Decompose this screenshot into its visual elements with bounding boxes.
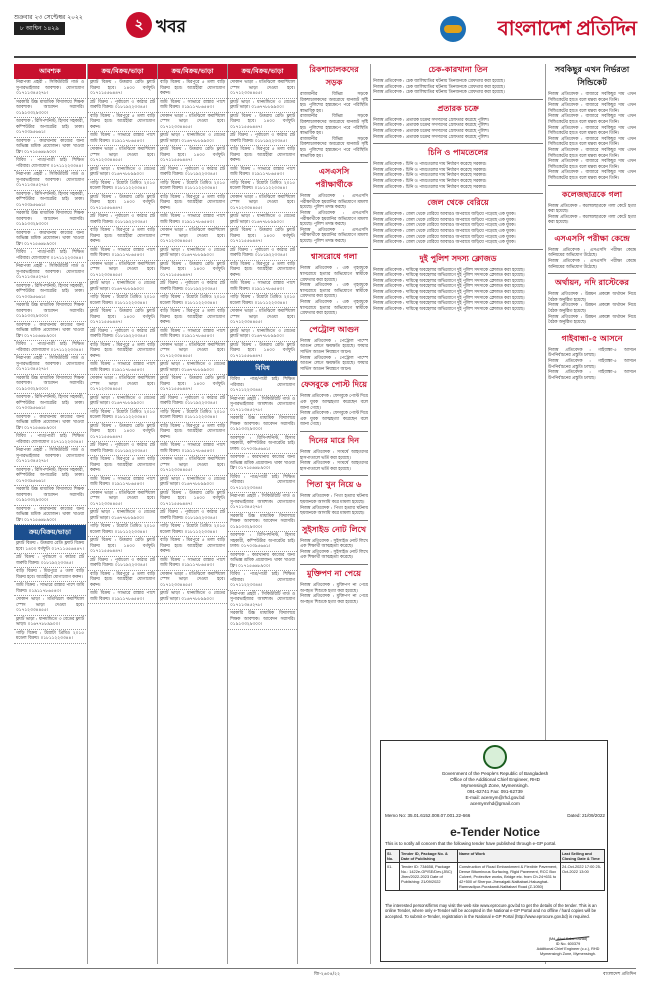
classified-ad: প্লট বিক্রয় : পূর্বাচলে ৩ কাঠার প্লট জরুরি বিক্রয়। ০১৮১৯২২৩৩৪৫। xyxy=(228,247,297,261)
news-body: রাজধানীর বিভিন্ন সড়কে রিকশাচালকদের অবরোধে যানজট সৃষ্টি হয়। পুলিশের হস্তক্ষেপে পরে পরিস্থিতি স্বাভাবিক হয়। xyxy=(300,114,368,137)
classified-ad: দোকান ভাড়া : মতিঝিলে কমার্শিয়াল স্পেস ভাড়া দেওয়া হবে। ০১৭১২৩৩৪৪৫৫। xyxy=(158,456,227,476)
news-body: নিজস্ব প্রতিবেদক : জেল থেকে বেরিয়ে আবারও অপরাধে জড়িয়ে পড়েছে এক যুবক। xyxy=(373,223,516,229)
classified-ad: ফ্ল্যাট ভাড়া : ধানমন্ডিতে ৩ বেডের ফ্ল্যাট ভাড়া। ০১৬৭৭৮৮৯৯০০। xyxy=(158,361,227,375)
classified-ad: গাড়ি বিক্রয় : টয়োটা প্রিমিও ২০১৫ মডেল বিক্রয়। ০১৮১১২২৩৩৪৪। xyxy=(228,294,297,308)
news-body: নিজস্ব প্রতিবেদক : মুক্তিপণ না পেয়ে অপহৃত শিশুকে হত্যা করা হয়েছে। xyxy=(300,594,368,605)
news-body: নিজস্ব প্রতিবেদক : পিতা হত্যার ঘটনায় ছয়জনকে আসামি করে মামলা হয়েছে। xyxy=(300,505,368,517)
column-heading: ক্রয়/বিক্রয়/ভাড়া xyxy=(158,64,227,79)
news-column-5 xyxy=(300,64,368,964)
logo-text: বাংলাদেশ প্রতিদিন xyxy=(497,16,636,40)
news-body: নিজস্ব প্রতিবেদক : বাজারে সবকিছুর দাম এখন সিন্ডিকেটের হাতে বলে মন্তব্য করেন তিনি। xyxy=(548,103,636,114)
signatory-id: ID No. 600379 xyxy=(555,942,581,946)
news-headline: প্রতারক চক্রে xyxy=(437,102,479,113)
classified-ad: আবশ্যক : রিসিপশনিস্ট, হিসাব সহকারী, কম্পিউটার অপারেটর চাই। ঢাকা। ০১৭০৩৯৫৬৬১। xyxy=(14,394,86,414)
classified-ad: গাড়ি বিক্রয় : টয়োটা প্রিমিও ২০১৫ মডেল বিক্রয়। ০১৮১১২২৩৩৪৪। xyxy=(88,180,157,194)
divider xyxy=(373,193,543,194)
news-body: নিজস্ব প্রতিবেদক : জেল থেকে বেরিয়ে আবারও অপরাধে জড়িয়ে পড়েছে এক যুবক। xyxy=(373,240,516,246)
zone-name: Mymensingh Zone, Mymensingh. xyxy=(461,783,529,788)
news-headline: মুক্তিপণ না পেয়ে xyxy=(306,568,362,579)
classified-column-1 xyxy=(14,64,86,964)
section-title: খবর xyxy=(156,17,186,37)
classified-ad: বাড়ি বিক্রয় : মিরপুরে ৫ তলা বাড়ি বিক্রয় হবে। আগ্রহীরা যোগাযোগ করুন। xyxy=(88,571,157,591)
classified-ad: দোকান ভাড়া : মতিঝিলে কমার্শিয়াল স্পেস ভাড়া দেওয়া হবে। ০১৭১২৩৩৪৪৫৫। xyxy=(88,375,157,395)
classified-ad: বাড়ি বিক্রয় : মিরপুরে ৫ তলা বাড়ি বিক্রয় হবে। আগ্রহীরা যোগাযোগ করুন। xyxy=(158,79,227,99)
news-body: নিজস্ব প্রতিবেদক : প্রতারক চক্রের সদস্যদের গ্রেফতার করেছে পুলিশ। xyxy=(373,123,490,129)
news-headline: দুই পুলিশ সদস্য ক্লোজড xyxy=(419,252,497,263)
news-body: নিজস্ব প্রতিবেদক : প্রতারক চক্রের সদস্যদের গ্রেফতার করেছে পুলিশ। xyxy=(373,128,490,134)
news-body: নিজস্ব প্রতিবেদক : দায়িত্বে অবহেলার অভিযোগে দুই পুলিশ সদস্যকে ক্লোজড করা হয়েছে। xyxy=(373,290,525,296)
page-number: ২ xyxy=(126,12,152,38)
classified-ad: ফ্ল্যাট বিক্রয় : উত্তরায় রেডি ফ্ল্যাট বিক্রয় হবে। ১৪০০ বর্গফুট। ০১৭১১৫৫৬৪৪৭। xyxy=(158,375,227,395)
divider xyxy=(300,247,368,248)
news-body: নিজস্ব প্রতিবেদক : এসএসসি পরীক্ষা কেন্দ্রে অনিয়মের অভিযোগ উঠেছে। xyxy=(548,247,636,259)
news-body: নিজস্ব প্রতিবেদক : চেক জালিয়াতির ঘটনায় তিনজনকে গ্রেফতার করা হয়েছে। xyxy=(373,90,505,96)
news-headline: শ্বাসরোধে গলা xyxy=(310,251,358,262)
classified-column-2 xyxy=(88,64,157,964)
classified-ad: প্লট বিক্রয় : পূর্বাচলে ৩ কাঠার প্লট জরুরি বিক্রয়। ০১৮১৯২২৩৩৪৫। xyxy=(158,280,227,294)
classified-ad: সরকারি উচ্চ মাধ্যমিক বিদ্যালয়ে শিক্ষক আবশ্যক। আবেদন সরাসরি। ০১৯১৩৩২৯৩০০। xyxy=(14,210,86,230)
classified-ad: বাড়ি বিক্রয় : মিরপুরে ৫ তলা বাড়ি বিক্রয় হবে। আগ্রহীরা যোগাযোগ করুন। xyxy=(228,261,297,281)
classified-column-4 xyxy=(228,64,297,964)
classified-ad: বিবিধ : পাত্র/পাত্রী চাই। শিক্ষিত পরিবার। যোগাযোগ ০১৭১১২২৩৩৪৪। xyxy=(228,376,297,396)
news-body: নিজস্ব প্রতিবেদক : ফেসবুকে পোস্ট দিয়ে এক যুবক আত্মহত্যা করেছেন বলে জানা গেছে। xyxy=(300,411,368,428)
classified-ad: প্লট বিক্রয় : পূর্বাচলে ৩ কাঠার প্লট জরুরি বিক্রয়। ০১৮১৯২২৩৩৪৫। xyxy=(158,509,227,523)
news-headline: রিকশাচালকদের সড়ক xyxy=(309,64,359,87)
classified-ad: ফ্ল্যাট বিক্রয় : উত্তরায় রেডি ফ্ল্যাট বিক্রয় হবে। ১৪০০ বর্গফুট। ০১৭১১৫৫৬৪৪৭। xyxy=(88,194,157,214)
classified-ad: গাড়ি বিক্রয় : টয়োটা প্রিমিও ২০১৫ মডেল বিক্রয়। ০১৮১১২২৩৩৪৪। xyxy=(88,409,157,423)
classified-ad: জমি বিক্রয় : সাভারে রাস্তার পাশে জমি বিক্রয়। ০১৯১১৭৮৬৫৪৩। xyxy=(14,582,86,596)
news-body: নিজস্ব প্রতিবেদক : দায়িত্বে অবহেলার অভিযোগে দুই পুলিশ সদস্যকে ক্লোজড করা হয়েছে। xyxy=(373,267,525,273)
news-body: রাজধানীর বিভিন্ন সড়কে রিকশাচালকদের অবরোধে যানজট সৃষ্টি হয়। পুলিশের হস্তক্ষেপে পরে পরিস্থিতি স্বাভাবিক হয়। xyxy=(300,92,368,114)
classified-column-3 xyxy=(158,64,227,964)
classified-ad: ফ্ল্যাট ভাড়া : ধানমন্ডিতে ৩ বেডের ফ্ল্যাট ভাড়া। ০১৬৭৭৮৮৯৯০০। xyxy=(88,166,157,180)
classified-ad: বিবিধ : পাত্র/পাত্রী চাই। শিক্ষিত পরিবার। যোগাযোগ ০১৭১১২২৩৩৪৪। xyxy=(228,571,297,591)
issue-date: শুক্রবার ২৩ সেপ্টেম্বর ২০২২ xyxy=(14,14,83,21)
classified-ad: দোকান ভাড়া : মতিঝিলে কমার্শিয়াল স্পেস ভাড়া দেওয়া হবে। ০১৭১২৩৩৪৪৫৫। xyxy=(158,342,227,362)
tender-table xyxy=(385,849,605,891)
classified-ad: নিরাপত্তা প্রহরী : সিকিউরিটি গার্ড ও সুপারভাইজার আবশ্যক। যোগাযোগ ০১৭১১৩৪৫২৭৮। xyxy=(228,493,297,513)
classified-ad: ফ্ল্যাট বিক্রয় : উত্তরায় রেডি ফ্ল্যাট বিক্রয় হবে। ১৪০০ বর্গফুট। ০১৭১১৫৫৬৪৪৭। xyxy=(88,308,157,328)
signatory-name: (Md. Abul Kalam Azad) xyxy=(548,937,588,941)
page-header xyxy=(14,8,636,58)
signatory-zone: Mymensingh Zone, Mymensingh. xyxy=(540,952,596,956)
memo-number: Memo No: 35.01.6152.008.07.001.22-666 xyxy=(385,813,471,818)
classified-ad: দোকান ভাড়া : মতিঝিলে কমার্শিয়াল স্পেস ভাড়া দেওয়া হবে। ০১৭১২৩৩৪৪৫৫। xyxy=(158,571,227,591)
classified-ad: সরকারি উচ্চ মাধ্যমিক বিদ্যালয়ে শিক্ষক আবশ্যক। আবেদন সরাসরি। ০১৯১৩৩২৯৩০০। xyxy=(14,99,86,119)
divider xyxy=(300,520,368,521)
classified-ad: নিরাপত্তা প্রহরী : সিকিউরিটি গার্ড ও সুপারভাইজার আবশ্যক। যোগাযোগ ০১৭১১৩৪৫২৭৮। xyxy=(14,355,86,375)
classified-ad: বিবিধ : পাত্র/পাত্রী চাই। শিক্ষিত পরিবার। যোগাযোগ ০১৭১১২২৩৩৪৪। xyxy=(14,433,86,447)
classified-ad: বাড়ি বিক্রয় : মিরপুরে ৫ তলা বাড়ি বিক্রয় হবে। আগ্রহীরা যোগাযোগ করুন। xyxy=(88,113,157,133)
classified-ad: বিবিধ : পাত্র/পাত্রী চাই। শিক্ষিত পরিবার। যোগাযোগ ০১৭১১২২৩৩৪৪। xyxy=(228,474,297,494)
notice-title: e-Tender Notice xyxy=(450,825,540,839)
classified-ad: আবশ্যক : কারখানায় কাজের জন্য অভিজ্ঞ শ্রমিক প্রয়োজন। থাকা খাওয়া ফ্রি। ০১৭১৫৬৬৮৯০০। xyxy=(14,230,86,250)
news-body: নিজস্ব প্রতিবেদক : গাইবান্ধা-৫ আসনে উপনির্বাচনের প্রস্তুতি চলছে। xyxy=(548,347,636,359)
news-body: নিজস্ব প্রতিবেদক : বাজারে সবকিছুর দাম এখন সিন্ডিকেটের হাতে বলে মন্তব্য করেন তিনি। xyxy=(548,114,636,125)
classified-ad: দোকান ভাড়া : মতিঝিলে কমার্শিয়াল স্পেস ভাড়া দেওয়া হবে। ০১৭১২৩৩৪৪৫৫। xyxy=(228,308,297,328)
news-body: নিজস্ব প্রতিবেদক : ফেসবুকে পোস্ট দিয়ে এক যুবক আত্মহত্যা করেছেন বলে জানা গেছে। xyxy=(300,394,368,411)
divider xyxy=(300,431,368,432)
news-headline: কলেজছাত্রকে গলা xyxy=(561,188,623,199)
classified-ad: আবশ্যক : রিসিপশনিস্ট, হিসাব সহকারী, কম্পিউটার অপারেটর চাই। ঢাকা। ০১৭০৩৯৫৬৬১। xyxy=(14,467,86,487)
classified-ad: ফ্ল্যাট ভাড়া : ধানমন্ডিতে ৩ বেডের ফ্ল্যাট ভাড়া। ০১৬৭৭৮৮৯৯০০। xyxy=(228,213,297,227)
classified-ad: ফ্ল্যাট ভাড়া : ধানমন্ডিতে ৩ বেডের ফ্ল্যাট ভাড়া। ০১৬৭৭৮৮৯৯০০। xyxy=(158,132,227,146)
classified-ad: প্লট বিক্রয় : পূর্বাচলে ৩ কাঠার প্লট জরুরি বিক্রয়। ০১৮১৯২২৩৩৪৫। xyxy=(14,554,86,568)
classified-ad: দোকান ভাড়া : মতিঝিলে কমার্শিয়াল স্পেস ভাড়া দেওয়া হবে। ০১৭১২৩৩৪৪৫৫। xyxy=(228,79,297,99)
classified-ad: জমি বিক্রয় : সাভারে রাস্তার পাশে জমি বিক্রয়। ০১৯১১৭৮৬৫৪৩। xyxy=(88,476,157,490)
classified-ad: গাড়ি বিক্রয় : টয়োটা প্রিমিও ২০১৫ মডেল বিক্রয়। ০১৮১১২২৩৩৪৪। xyxy=(88,294,157,308)
divider xyxy=(548,273,636,274)
classified-ad: আবশ্যক : রিসিপশনিস্ট, হিসাব সহকারী, কম্পিউটার অপারেটর চাই। ঢাকা। ০১৭০৩৯৫৬৬১। xyxy=(14,118,86,138)
classified-ad: নিরাপত্তা প্রহরী : সিকিউরিটি গার্ড ও সুপারভাইজার আবশ্যক। যোগাযোগ ০১৭১১৩৪৫২৭৮। xyxy=(14,171,86,191)
classified-ad: বাড়ি বিক্রয় : মিরপুরে ৫ তলা বাড়ি বিক্রয় হবে। আগ্রহীরা যোগাযোগ করুন। xyxy=(158,194,227,214)
news-body: নিজস্ব প্রতিবেদক : প্রতারক চক্রের সদস্যদের গ্রেফতার করেছে পুলিশ। xyxy=(373,117,490,123)
classified-ad: জমি বিক্রয় : সাভারে রাস্তার পাশে জমি বিক্রয়। ০১৯১১৭৮৬৫৪৩। xyxy=(88,247,157,261)
news-body: নিজস্ব প্রতিবেদক : গাইবান্ধা-৫ আসনে উপনির্বাচনের প্রস্তুতি চলছে। xyxy=(548,370,636,381)
email-line-2: acemymrhd@gmail.com xyxy=(470,801,520,806)
classified-ad: আবশ্যক : কারখানায় কাজের জন্য অভিজ্ঞ শ্রমিক প্রয়োজন। থাকা খাওয়া ফ্রি। ০১৭১৫৬৬৮৯০০। xyxy=(14,414,86,434)
news-body: নিজস্ব প্রতিবেদক : পেট্রোল পাম্পে আগুন লেগে ক্ষয়ক্ষতি হয়েছে। ফায়ার সার্ভিস আগুন নিয়ন্ত্রণে আনে। xyxy=(300,355,368,372)
classified-ad: গাড়ি বিক্রয় : টয়োটা প্রিমিও ২০১৫ মডেল বিক্রয়। ০১৮১১২২৩৩৪৪। xyxy=(228,180,297,194)
divider xyxy=(300,162,368,163)
classified-ad: ফ্ল্যাট ভাড়া : ধানমন্ডিতে ৩ বেডের ফ্ল্যাট ভাড়া। ০১৬৭৭৮৮৯৯০০। xyxy=(228,99,297,113)
table-cell: 24-Oct-2022 17:00 25-Oct-2022 13:00 xyxy=(561,863,605,891)
table-header: Last Selling and Closing Date & Time xyxy=(561,850,605,863)
footer-code: জি-২৬০৪/২২ xyxy=(314,972,341,977)
news-body: নিজস্ব প্রতিবেদক : এক গৃহবধূকে শ্বাসরোধে হত্যার অভিযোগে স্বামীকে গ্রেফতার করা হয়েছে। xyxy=(300,266,368,283)
government-seal-icon xyxy=(483,745,507,769)
news-body: নিজস্ব প্রতিবেদক : বাজারে সবকিছুর দাম এখন সিন্ডিকেটের হাতে বলে মন্তব্য করেন তিনি। xyxy=(548,147,636,159)
news-body: নিজস্ব প্রতিবেদক : বাজারে সবকিছুর দাম এখন সিন্ডিকেটের হাতে বলে মন্তব্য করেন তিনি। xyxy=(548,136,636,148)
classified-ad: ফ্ল্যাট ভাড়া : ধানমন্ডিতে ৩ বেডের ফ্ল্যাট ভাড়া। ০১৬৭৭৮৮৯৯০০। xyxy=(88,395,157,409)
news-body: নিজস্ব প্রতিবেদক : কলেজছাত্রকে গলা কেটে হত্যা করা হয়েছে। xyxy=(548,203,636,215)
classified-ad: আবশ্যক : রিসিপশনিস্ট, হিসাব সহকারী, কম্পিউটার অপারেটর চাই। ঢাকা। ০১৭০৩৯৫৬৬১। xyxy=(14,283,86,303)
classified-ad: বাড়ি বিক্রয় : মিরপুরে ৫ তলা বাড়ি বিক্রয় হবে। আগ্রহীরা যোগাযোগ করুন। xyxy=(88,456,157,476)
classified-ad: সরকারি উচ্চ মাধ্যমিক বিদ্যালয়ে শিক্ষক আবশ্যক। আবেদন সরাসরি। ০১৯১৩৩২৯৩০০। xyxy=(228,415,297,435)
news-body: নিজস্ব প্রতিবেদক : সুইসাইড নোট লিখে এক শিক্ষার্থী আত্মহত্যা করেছে। xyxy=(300,549,368,561)
classified-ad: ফ্ল্যাট ভাড়া : ধানমন্ডিতে ৩ বেডের ফ্ল্যাট ভাড়া। ০১৬৭৭৮৮৯৯০০। xyxy=(158,247,227,261)
government-name: Government of the People's Republic of Bangladesh xyxy=(441,771,549,776)
news-headline: এসএসসি পরীক্ষার্থীকে xyxy=(315,166,353,190)
news-body: নিজস্ব প্রতিবেদক : উন্নয়ন প্রকল্পে অর্থায়ন নিয়ে বৈঠক অনুষ্ঠিত হয়েছে। xyxy=(548,292,636,303)
news-body: নিজস্ব প্রতিবেদক : দায়িত্বে অবহেলার অভিযোগে দুই পুলিশ সদস্যকে ক্লোজড করা হয়েছে। xyxy=(373,295,525,301)
divider xyxy=(373,143,543,144)
classified-ad: প্লট বিক্রয় : পূর্বাচলে ৩ কাঠার প্লট জরুরি বিক্রয়। ০১৮১৯২২৩৩৪৫। xyxy=(88,213,157,227)
table-cell: Construction of Road Embankment & Flexible Pavement, Dense Bituminous Surfacing, Rigid Pavement, RCC Box Culvert, Protective works, Bridge etc. from Ch.24+631 to 42+500 of Sherpur-Jhenaigati-Nalitabari-Haluaghat-Ramnadipur-Purakandi-Nalitabari Road (Z-1050) xyxy=(458,863,561,891)
classified-ad: বাড়ি বিক্রয় : মিরপুরে ৫ তলা বাড়ি বিক্রয় হবে। আগ্রহীরা যোগাযোগ করুন। xyxy=(14,568,86,582)
classified-ad: ফ্ল্যাট বিক্রয় : উত্তরায় রেডি ফ্ল্যাট বিক্রয় হবে। ১৪০০ বর্গফুট। ০১৭১১৫৫৬৪৪৭। xyxy=(14,540,86,554)
classified-ad: জমি বিক্রয় : সাভারে রাস্তার পাশে জমি বিক্রয়। ০১৯১১৭৮৬৫৪৩। xyxy=(88,590,157,604)
table-header: Sl. No. xyxy=(386,850,400,863)
news-body: নিজস্ব প্রতিবেদক : এসএসসি পরীক্ষা কেন্দ্রে অনিয়মের অভিযোগ উঠেছে। xyxy=(548,259,636,270)
news-body: নিজস্ব প্রতিবেদক : দায়িত্বে অবহেলার অভিযোগে দুই পুলিশ সদস্যকে ক্লোজড করা হয়েছে। xyxy=(373,301,525,307)
news-body: নিজস্ব প্রতিবেদক : দায়িত্বে অবহেলার অভিযোগে দুই পুলিশ সদস্যকে ক্লোজড করা হয়েছে। xyxy=(373,273,525,279)
notice-subtitle: This is to notify all concern that the following tender have published through e-GP portal. xyxy=(385,841,557,846)
classified-ad: গাড়ি বিক্রয় : টয়োটা প্রিমিও ২০১৫ মডেল বিক্রয়। ০১৮১১২২৩৩৪৪। xyxy=(14,630,86,644)
classified-ad: গাড়ি বিক্রয় : টয়োটা প্রিমিও ২০১৫ মডেল বিক্রয়। ০১৮১১২২৩৩৪৪। xyxy=(158,294,227,308)
classified-ad: প্লট বিক্রয় : পূর্বাচলে ৩ কাঠার প্লট জরুরি বিক্রয়। ০১৮১৯২২৩৩৪৫। xyxy=(158,395,227,409)
classified-ad: আবশ্যক : কারখানায় কাজের জন্য অভিজ্ঞ শ্রমিক প্রয়োজন। থাকা খাওয়া ফ্রি। ০১৭১৫৬৬৮৯০০। xyxy=(228,454,297,474)
classified-ad: জমি বিক্রয় : সাভারে রাস্তার পাশে জমি বিক্রয়। ০১৯১১৭৮৬৫৪৩। xyxy=(88,361,157,375)
classified-ad: জমি বিক্রয় : সাভারে রাস্তার পাশে জমি বিক্রয়। ০১৯১১৭৮৬৫৪৩। xyxy=(158,328,227,342)
classified-ad: জমি বিক্রয় : সাভারে রাস্তার পাশে জমি বিক্রয়। ০১৯১১৭৮৬৫৪৩। xyxy=(228,280,297,294)
classified-ad: প্লট বিক্রয় : পূর্বাচলে ৩ কাঠার প্লট জরুরি বিক্রয়। ০১৮১৯২২৩৩৪৫। xyxy=(88,557,157,571)
divider xyxy=(373,249,543,250)
news-headline: এসএসসি পরীক্ষা কেন্দ্রে xyxy=(554,232,630,243)
divider xyxy=(300,375,368,376)
classified-ad: আবশ্যক : কারখানায় কাজের জন্য অভিজ্ঞ শ্রমিক প্রয়োজন। থাকা খাওয়া ফ্রি। ০১৭১৫৬৬৮৯০০। xyxy=(228,552,297,572)
news-headline: দিনের মারে দিন xyxy=(308,434,360,445)
classified-ad: ফ্ল্যাট ভাড়া : ধানমন্ডিতে ৩ বেডের ফ্ল্যাট ভাড়া। ০১৬৭৭৮৮৯৯০০। xyxy=(14,616,86,630)
classified-ad: দোকান ভাড়া : মতিঝিলে কমার্শিয়াল স্পেস ভাড়া দেওয়া হবে। ০১৭১২৩৩৪৪৫৫। xyxy=(88,261,157,281)
classified-ad: জমি বিক্রয় : সাভারে রাস্তার পাশে জমি বিক্রয়। ০১৯১১৭৮৬৫৪৩। xyxy=(88,132,157,146)
news-body: নিজস্ব প্রতিবেদক : প্রতারক চক্রের সদস্যদের গ্রেফতার করেছে পুলিশ। xyxy=(373,134,490,140)
classified-ad: ফ্ল্যাট বিক্রয় : উত্তরায় রেডি ফ্ল্যাট বিক্রয় হবে। ১৪০০ বর্গফুট। ০১৭১১৫৫৬৪৪৭। xyxy=(228,227,297,247)
divider xyxy=(548,185,636,186)
e-tender-notice xyxy=(380,740,608,962)
news-headline: চেক-কারখানা তিন xyxy=(428,64,488,74)
classified-ad: ফ্ল্যাট বিক্রয় : উত্তরায় রেডি ফ্ল্যাট বিক্রয় হবে। ১৪০০ বর্গফুট। ০১৭১১৫৫৬৪৪৭। xyxy=(158,490,227,510)
classified-ad: প্লট বিক্রয় : পূর্বাচলে ৩ কাঠার প্লট জরুরি বিক্রয়। ০১৮১৯২২৩৩৪৫। xyxy=(88,328,157,342)
classified-ad: জমি বিক্রয় : সাভারে রাস্তার পাশে জমি বিক্রয়। ০১৯১১৭৮৬৫৪৩। xyxy=(228,166,297,180)
news-headline: চিনি ও পামতেলের xyxy=(427,147,489,158)
news-body: নিজস্ব প্রতিবেদক : বাজারে সবকিছুর দাম এখন সিন্ডিকেটের হাতে বলে মন্তব্য করেন তিনি। xyxy=(548,159,636,170)
table-header-row xyxy=(386,850,605,863)
classified-ad: সরকারি উচ্চ মাধ্যমিক বিদ্যালয়ে শিক্ষক আবশ্যক। আবেদন সরাসরি। ০১৯১৩৩২৯৩০০। xyxy=(228,513,297,533)
classified-ad: নিরাপত্তা প্রহরী : সিকিউরিটি গার্ড ও সুপারভাইজার আবশ্যক। যোগাযোগ ০১৭১১৩৪৫২৭৮। xyxy=(14,447,86,467)
divider xyxy=(300,564,368,565)
classified-ad: বাড়ি বিক্রয় : মিরপুরে ৫ তলা বাড়ি বিক্রয় হবে। আগ্রহীরা যোগাযোগ করুন। xyxy=(88,227,157,247)
news-column-7 xyxy=(548,64,636,736)
classified-ad: ফ্ল্যাট ভাড়া : ধানমন্ডিতে ৩ বেডের ফ্ল্যাট ভাড়া। ০১৬৭৭৮৮৯৯০০। xyxy=(228,328,297,342)
column-heading: ক্রয়/বিক্রয়/ভাড়া xyxy=(14,525,86,540)
news-body: নিজস্ব প্রতিবেদক : এসএসসি পরীক্ষার্থীকে হয়রানির অভিযোগে মামলা হয়েছে। পুলিশ তদন্ত করছে। xyxy=(300,194,368,211)
classified-ad: ফ্ল্যাট ভাড়া : ধানমন্ডিতে ৩ বেডের ফ্ল্যাট ভাড়া। ০১৬৭৭৮৮৯৯০০। xyxy=(88,509,157,523)
classified-ad: সরকারি উচ্চ মাধ্যমিক বিদ্যালয়ে শিক্ষক আবশ্যক। আবেদন সরাসরি। ০১৯১৩৩২৯৩০০। xyxy=(228,610,297,630)
news-body: নিজস্ব প্রতিবেদক : এসএসসি পরীক্ষার্থীকে হয়রানির অভিযোগে মামলা হয়েছে। পুলিশ তদন্ত করছে। xyxy=(300,210,368,228)
column-heading: আবশ্যক xyxy=(14,64,86,79)
notice-footer-text: The interested persons/firms may visit the web site www.eprocure.gov.bd to get the details of the tender. This is an online Tender, where only e-Tender will be accepted in the National e-GP Portal and no offline / hard copies will be accepted. To submit e-Tender, registration in the National e-GP Portal (http://www.eprocure.gov.bd) is required. xyxy=(385,903,597,919)
news-body: নিজস্ব প্রতিবেদক : উন্নয়ন প্রকল্পে অর্থায়ন নিয়ে বৈঠক অনুষ্ঠিত হয়েছে। xyxy=(548,314,636,326)
divider xyxy=(300,320,368,321)
news-body: নিজস্ব প্রতিবেদক : পেট্রোল পাম্পে আগুন লেগে ক্ষয়ক্ষতি হয়েছে। ফায়ার সার্ভিস আগুন নিয়ন্ত্রণে আনে। xyxy=(300,338,368,355)
news-body: নিজস্ব প্রতিবেদক : চেক জালিয়াতির ঘটনায় তিনজনকে গ্রেফতার করা হয়েছে। xyxy=(373,84,505,90)
divider xyxy=(548,229,636,230)
classified-ad: গাড়ি বিক্রয় : টয়োটা প্রিমিও ২০১৫ মডেল বিক্রয়। ০১৮১১২২৩৩৪৪। xyxy=(158,409,227,423)
classified-ad: দোকান ভাড়া : মতিঝিলে কমার্শিয়াল স্পেস ভাড়া দেওয়া হবে। ০১৭১২৩৩৪৪৫৫। xyxy=(14,596,86,616)
news-body: নিজস্ব প্রতিবেদক : দায়িত্বে অবহেলার অভিযোগে দুই পুলিশ সদস্যকে ক্লোজড করা হয়েছে। xyxy=(373,278,525,284)
news-body: নিজস্ব প্রতিবেদক : সংঘর্ষে আহতদের হাসপাতালে ভর্তি করা হয়েছে। xyxy=(300,461,368,472)
classified-ad: আবশ্যক : রিসিপশনিস্ট, হিসাব সহকারী, কম্পিউটার অপারেটর চাই। ঢাকা। ০১৭০৩৯৫৬৬১। xyxy=(228,532,297,552)
classified-ad: বিবিধ : পাত্র/পাত্রী চাই। শিক্ষিত পরিবার। যোগাযোগ ০১৭১১২২৩৩৪৪। xyxy=(14,157,86,171)
classified-ad: আবশ্যক : রিসিপশনিস্ট, হিসাব সহকারী, কম্পিউটার অপারেটর চাই। ঢাকা। ০১৭০৩৯৫৬৬১। xyxy=(14,191,86,211)
news-headline: পেট্রোল আগুন xyxy=(309,323,359,334)
classified-ad: বাড়ি বিক্রয় : মিরপুরে ৫ তলা বাড়ি বিক্রয় হবে। আগ্রহীরা যোগাযোগ করুন। xyxy=(158,423,227,443)
news-body: নিজস্ব প্রতিবেদক : চিনি ও পামতেলের দাম নির্ধারণ করেছে সরকার। xyxy=(373,162,487,168)
classified-ad: দোকান ভাড়া : মতিঝিলে কমার্শিয়াল স্পেস ভাড়া দেওয়া হবে। ০১৭১২৩৩৪৪৫৫। xyxy=(228,194,297,214)
news-body: নিজস্ব প্রতিবেদক : গাইবান্ধা-৫ আসনে উপনির্বাচনের প্রস্তুতি চলছে। xyxy=(548,359,636,370)
column-heading: ক্রয়/বিক্রয়/ভাড়া xyxy=(228,64,297,79)
classified-ad: জমি বিক্রয় : সাভারে রাস্তার পাশে জমি বিক্রয়। ০১৯১১৭৮৬৫৪৩। xyxy=(158,557,227,571)
table-header: Tender ID, Package No. & Date of Publishing xyxy=(400,850,458,863)
classified-ad: সরকারি উচ্চ মাধ্যমিক বিদ্যালয়ে শিক্ষক আবশ্যক। আবেদন সরাসরি। ০১৯১৩৩২৯৩০০। xyxy=(14,302,86,322)
notice-office-block xyxy=(385,771,605,807)
column-divider xyxy=(370,64,371,964)
news-body: নিজস্ব প্রতিবেদক : এক গৃহবধূকে শ্বাসরোধে হত্যার অভিযোগে স্বামীকে গ্রেফতার করা হয়েছে। xyxy=(300,300,368,317)
classified-ad: জমি বিক্রয় : সাভারে রাস্তার পাশে জমি বিক্রয়। ০১৯১১৭৮৬৫৪৩। xyxy=(158,99,227,113)
table-row xyxy=(386,863,605,891)
classified-ad: বাড়ি বিক্রয় : মিরপুরে ৫ তলা বাড়ি বিক্রয় হবে। আগ্রহীরা যোগাযোগ করুন। xyxy=(88,342,157,362)
classified-ad: বিবিধ : পাত্র/পাত্রী চাই। শিক্ষিত পরিবার। যোগাযোগ ০১৭১১২২৩৩৪৪। xyxy=(14,249,86,263)
classified-ad: ফ্ল্যাট বিক্রয় : উত্তরায় রেডি ফ্ল্যাট বিক্রয় হবে। ১৪০০ বর্গফুট। ০১৭১১৫৫৬৪৪৭। xyxy=(228,113,297,133)
classified-ad: দোকান ভাড়া : মতিঝিলে কমার্শিয়াল স্পেস ভাড়া দেওয়া হবে। ০১৭১২৩৩৪৪৫৫। xyxy=(158,113,227,133)
news-body: নিজস্ব প্রতিবেদক : বাজারে সবকিছুর দাম এখন সিন্ডিকেটের হাতে বলে মন্তব্য করেন তিনি। xyxy=(548,92,636,103)
classified-ad: ফ্ল্যাট ভাড়া : ধানমন্ডিতে ৩ বেডের ফ্ল্যাট ভাড়া। ০১৬৭৭৮৮৯৯০০। xyxy=(88,280,157,294)
table-header: Name of Work xyxy=(458,850,561,863)
column-heading: বিবিধ xyxy=(228,361,297,376)
classified-ad: প্লট বিক্রয় : পূর্বাচলে ৩ কাঠার প্লট জরুরি বিক্রয়। ০১৮১৯২২৩৩৪৫। xyxy=(88,99,157,113)
news-body: নিজস্ব প্রতিবেদক : চিনি ও পামতেলের দাম নির্ধারণ করেছে সরকার। xyxy=(373,173,487,179)
news-headline: পিতা খুন নিয়ে ৬ xyxy=(306,479,362,490)
classified-ad: গাড়ি বিক্রয় : টয়োটা প্রিমিও ২০১৫ মডেল বিক্রয়। ০১৮১১২২৩৩৪৪। xyxy=(158,180,227,194)
news-headline: সবকিছুর এখন নির্ভরতা সিন্ডিকেট xyxy=(554,64,630,87)
news-body: নিজস্ব প্রতিবেদক : জেল থেকে বেরিয়ে আবারও অপরাধে জড়িয়ে পড়েছে এক যুবক। xyxy=(373,212,516,218)
news-body: নিজস্ব প্রতিবেদক : সুইসাইড নোট লিখে এক শিক্ষার্থী আত্মহত্যা করেছে। xyxy=(300,538,368,550)
classified-ad: ফ্ল্যাট ভাড়া : ধানমন্ডিতে ৩ বেডের ফ্ল্যাট ভাড়া। ০১৬৭৭৮৮৯৯০০। xyxy=(158,476,227,490)
classified-ad: প্লট বিক্রয় : পূর্বাচলে ৩ কাঠার প্লট জরুরি বিক্রয়। ০১৮১৯২২৩৩৪৫। xyxy=(228,132,297,146)
classified-ad: আবশ্যক : কারখানায় কাজের জন্য অভিজ্ঞ শ্রমিক প্রয়োজন। থাকা খাওয়া ফ্রি। ০১৭১৫৬৬৮৯০০। xyxy=(14,138,86,158)
classified-ad: বাড়ি বিক্রয় : মিরপুরে ৫ তলা বাড়ি বিক্রয় হবে। আগ্রহীরা যোগাযোগ করুন। xyxy=(158,308,227,328)
news-body: নিজস্ব প্রতিবেদক : বাজারে সবকিছুর দাম এখন সিন্ডিকেটের হাতে বলে মন্তব্য করেন তিনি। xyxy=(548,125,636,137)
signature-block xyxy=(533,937,603,957)
news-body: নিজস্ব প্রতিবেদক : চেক জালিয়াতির ঘটনায় তিনজনকে গ্রেফতার করা হয়েছে। xyxy=(373,79,505,84)
news-body: নিজস্ব প্রতিবেদক : সংঘর্ষে আহতদের হাসপাতালে ভর্তি করা হয়েছে। xyxy=(300,449,368,461)
news-headline: সুইসাইড নোট লিখে xyxy=(301,523,367,534)
signatory-title: Additional Chief Engineer (c.c.), RHD xyxy=(536,947,600,951)
column-divider xyxy=(297,64,298,964)
classified-ad: আবশ্যক : কারখানায় কাজের জন্য অভিজ্ঞ শ্রমিক প্রয়োজন। থাকা খাওয়া ফ্রি। ০১৭১৫৬৬৮৯০০। xyxy=(14,506,86,526)
classified-ad: ফ্ল্যাট বিক্রয় : উত্তরায় রেডি ফ্ল্যাট বিক্রয় হবে। ১৪০০ বর্গফুট। ০১৭১১৫৫৬৪৪৭। xyxy=(158,146,227,166)
classified-ad: ফ্ল্যাট বিক্রয় : উত্তরায় রেডি ফ্ল্যাট বিক্রয় হবে। ১৪০০ বর্গফুট। ০১৭১১৫৫৬৪৪৭। xyxy=(88,537,157,557)
classified-ad: বাড়ি বিক্রয় : মিরপুরে ৫ তলা বাড়ি বিক্রয় হবে। আগ্রহীরা যোগাযোগ করুন। xyxy=(228,146,297,166)
phone-line: 091-62741 Fax: 091-62739 xyxy=(467,789,523,794)
news-headline: ফেসবুকে পোস্ট দিয়ে xyxy=(301,379,367,390)
classified-ad: জমি বিক্রয় : সাভারে রাস্তার পাশে জমি বিক্রয়। ০১৯১১৭৮৬৫৪৩। xyxy=(158,442,227,456)
classified-ad: ফ্ল্যাট ভাড়া : ধানমন্ডিতে ৩ বেডের ফ্ল্যাট ভাড়া। ০১৬৭৭৮৮৯৯০০। xyxy=(158,590,227,604)
newspaper-logo xyxy=(440,10,636,50)
news-headline: গাইবান্ধা-৫ আসনে xyxy=(561,332,623,343)
classified-ad: ফ্ল্যাট বিক্রয় : উত্তরায় রেডি ফ্ল্যাট বিক্রয় হবে। ১৪০০ বর্গফুট। ০১৭১১৫৫৬৪৪৭। xyxy=(228,342,297,362)
classified-ad: ফ্ল্যাট বিক্রয় : উত্তরায় রেডি ফ্ল্যাট বিক্রয় হবে। ১৪০০ বর্গফুট। ০১৭১১৫৫৬৪৪৭। xyxy=(158,261,227,281)
classified-ad: ফ্ল্যাট বিক্রয় : উত্তরায় রেডি ফ্ল্যাট বিক্রয় হবে। ১৪০০ বর্গফুট। ০১৭১১৫৫৬৪৪৭। xyxy=(88,79,157,99)
footer-brand: বাংলাদেশ প্রতিদিন xyxy=(602,972,636,977)
page-footer xyxy=(14,968,636,977)
classified-ad: গাড়ি বিক্রয় : টয়োটা প্রিমিও ২০১৫ মডেল বিক্রয়। ০১৮১১২২৩৩৪৪। xyxy=(88,523,157,537)
news-column-6 xyxy=(373,64,543,736)
classified-ad: সরকারি উচ্চ মাধ্যমিক বিদ্যালয়ে শিক্ষক আবশ্যক। আবেদন সরাসরি। ০১৯১৩৩২৯৩০০। xyxy=(14,375,86,395)
divider xyxy=(548,329,636,330)
table-cell: 01. xyxy=(386,863,400,891)
classified-ad: ফ্ল্যাট বিক্রয় : উত্তরায় রেডি ফ্ল্যাট বিক্রয় হবে। ১৪০০ বর্গফুট। ০১৭১১৫৫৬৪৪৭। xyxy=(88,423,157,443)
news-body: নিজস্ব প্রতিবেদক : পিতা হত্যার ঘটনায় ছয়জনকে আসামি করে মামলা হয়েছে। xyxy=(300,494,368,505)
classified-ad: প্লট বিক্রয় : পূর্বাচলে ৩ কাঠার প্লট জরুরি বিক্রয়। ০১৮১৯২২৩৩৪৫। xyxy=(88,442,157,456)
issue-date-bn: ৮ আশ্বিন ১৪২৯ xyxy=(14,22,65,35)
news-body: নিজস্ব প্রতিবেদক : বাজারে সবকিছুর দাম এখন সিন্ডিকেটের হাতে বলে মন্তব্য করেন তিনি। xyxy=(548,170,636,181)
classified-ad: নিরাপত্তা প্রহরী : সিকিউরিটি গার্ড ও সুপারভাইজার আবশ্যক। যোগাযোগ ০১৭১১৩৪৫২৭৮। xyxy=(228,591,297,611)
column-heading: ক্রয়/বিক্রয়/ভাড়া xyxy=(88,64,157,79)
news-body: নিজস্ব প্রতিবেদক : জেল থেকে বেরিয়ে আবারও অপরাধে জড়িয়ে পড়েছে এক যুবক। xyxy=(373,228,516,234)
news-body: নিজস্ব প্রতিবেদক : দায়িত্বে অবহেলার অভিযোগে দুই পুলিশ সদস্যকে ক্লোজড করা হয়েছে। xyxy=(373,284,525,290)
news-body: নিজস্ব প্রতিবেদক : মুক্তিপণ না পেয়ে অপহৃত শিশুকে হত্যা করা হয়েছে। xyxy=(300,583,368,594)
classified-ad: বিবিধ : পাত্র/পাত্রী চাই। শিক্ষিত পরিবার। যোগাযোগ ০১৭১১২২৩৩৪৪। xyxy=(14,341,86,355)
news-body: নিজস্ব প্রতিবেদক : এক গৃহবধূকে শ্বাসরোধে হত্যার অভিযোগে স্বামীকে গ্রেফতার করা হয়েছে। xyxy=(300,283,368,300)
news-body: নিজস্ব প্রতিবেদক : জেল থেকে বেরিয়ে আবারও অপরাধে জড়িয়ে পড়েছে এক যুবক। xyxy=(373,234,516,240)
news-body: নিজস্ব প্রতিবেদক : জেল থেকে বেরিয়ে আবারও অপরাধে জড়িয়ে পড়েছে এক যুবক। xyxy=(373,217,516,223)
classified-ad: গাড়ি বিক্রয় : টয়োটা প্রিমিও ২০১৫ মডেল বিক্রয়। ০১৮১১২২৩৩৪৪। xyxy=(158,523,227,537)
classified-ad: নিরাপত্তা প্রহরী : সিকিউরিটি গার্ড ও সুপারভাইজার আবশ্যক। যোগাযোগ ০১৭১১৩৪৫২৭৮। xyxy=(14,79,86,99)
news-headline: জেল থেকে বেরিয়ে xyxy=(427,197,489,208)
table-cell: Tender ID: 734658, Package No.: 1422e-GP/SE/Dev.(JBC) Jhen/2022-2023 Date of Publishing: 21/09/2022 xyxy=(400,863,458,891)
news-body: নিজস্ব প্রতিবেদক : চিনি ও পামতেলের দাম নির্ধারণ করেছে সরকার। xyxy=(373,178,487,184)
classified-ad: নিরাপত্তা প্রহরী : সিকিউরিটি গার্ড ও সুপারভাইজার আবশ্যক। যোগাযোগ ০১৭১১৩৪৫২৭৮। xyxy=(14,263,86,283)
email-line: E-mail: acemym@rhd.gov.bd xyxy=(465,795,525,800)
news-headline: অর্থায়ন, নদি রাস্টেকের xyxy=(555,277,629,288)
classified-ad: নিরাপত্তা প্রহরী : সিকিউরিটি গার্ড ও সুপারভাইজার আবশ্যক। যোগাযোগ ০১৭১১৩৪৫২৭৮। xyxy=(228,396,297,416)
globe-logo-icon xyxy=(440,16,466,42)
divider xyxy=(373,99,543,100)
memo-date: Dated: 21/09/2022 xyxy=(567,813,605,818)
news-body: নিজস্ব প্রতিবেদক : দায়িত্বে অবহেলার অভিযোগে দুই পুলিশ সদস্যকে ক্লোজড করা হয়েছে। xyxy=(373,306,525,312)
news-body: নিজস্ব প্রতিবেদক : উন্নয়ন প্রকল্পে অর্থায়ন নিয়ে বৈঠক অনুষ্ঠিত হয়েছে। xyxy=(548,303,636,315)
classified-ad: সরকারি উচ্চ মাধ্যমিক বিদ্যালয়ে শিক্ষক আবশ্যক। আবেদন সরাসরি। ০১৯১৩৩২৯৩০০। xyxy=(14,486,86,506)
classified-ad: আবশ্যক : কারখানায় কাজের জন্য অভিজ্ঞ শ্রমিক প্রয়োজন। থাকা খাওয়া ফ্রি। ০১৭১৫৬৬৮৯০০। xyxy=(14,322,86,342)
news-body: নিজস্ব প্রতিবেদক : কলেজছাত্রকে গলা কেটে হত্যা করা হয়েছে। xyxy=(548,214,636,226)
classified-ad: বাড়ি বিক্রয় : মিরপুরে ৫ তলা বাড়ি বিক্রয় হবে। আগ্রহীরা যোগাযোগ করুন। xyxy=(158,537,227,557)
news-body: নিজস্ব প্রতিবেদক : চিনি ও পামতেলের দাম নির্ধারণ করেছে সরকার। xyxy=(373,184,487,190)
news-body: নিজস্ব প্রতিবেদক : এসএসসি পরীক্ষার্থীকে হয়রানির অভিযোগে মামলা হয়েছে। পুলিশ তদন্ত করছে। xyxy=(300,227,368,244)
classified-ad: দোকান ভাড়া : মতিঝিলে কমার্শিয়াল স্পেস ভাড়া দেওয়া হবে। ০১৭১২৩৩৪৪৫৫। xyxy=(88,146,157,166)
classified-ad: প্লট বিক্রয় : পূর্বাচলে ৩ কাঠার প্লট জরুরি বিক্রয়। ০১৮১৯২২৩৩৪৫। xyxy=(158,166,227,180)
office-name: Office of the Additional Chief Engineer, RHD xyxy=(450,777,540,782)
divider xyxy=(300,475,368,476)
classified-ad: দোকান ভাড়া : মতিঝিলে কমার্শিয়াল স্পেস ভাড়া দেওয়া হবে। ০১৭১২৩৩৪৪৫৫। xyxy=(158,227,227,247)
classified-ad: দোকান ভাড়া : মতিঝিলে কমার্শিয়াল স্পেস ভাড়া দেওয়া হবে। ০১৭১২৩৩৪৪৫৫। xyxy=(88,490,157,510)
news-body: নিজস্ব প্রতিবেদক : চিনি ও পামতেলের দাম নির্ধারণ করেছে সরকার। xyxy=(373,167,487,173)
news-body: রাজধানীর বিভিন্ন সড়কে রিকশাচালকদের অবরোধে যানজট সৃষ্টি হয়। পুলিশের হস্তক্ষেপে পরে পরিস্থিতি স্বাভাবিক হয়। xyxy=(300,136,368,159)
classified-ad: জমি বিক্রয় : সাভারে রাস্তার পাশে জমি বিক্রয়। ০১৯১১৭৮৬৫৪৩। xyxy=(158,213,227,227)
classified-ad: আবশ্যক : রিসিপশনিস্ট, হিসাব সহকারী, কম্পিউটার অপারেটর চাই। ঢাকা। ০১৭০৩৯৫৬৬১। xyxy=(228,435,297,455)
